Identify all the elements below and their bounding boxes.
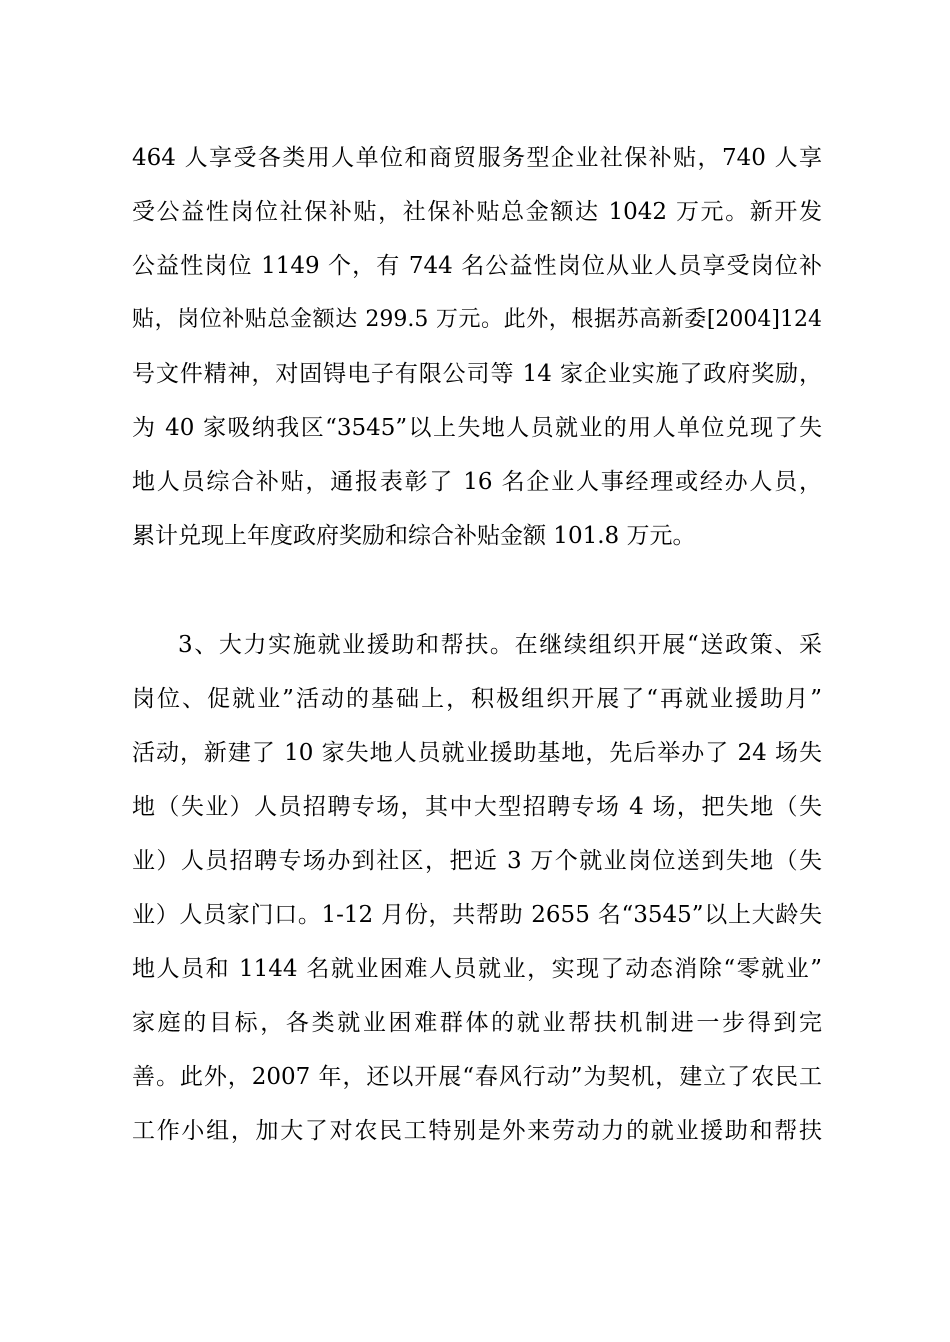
text-line: 地（失业）人员招聘专场，其中大型招聘专场 4 场，把失地（失 (132, 794, 822, 820)
text-line: 464 人享受各类用人单位和商贸服务型企业社保补贴，740 人享 (132, 145, 822, 171)
text-line: 善。此外，2007 年，还以开展“春风行动”为契机，建立了农民工 (132, 1064, 822, 1090)
text-line: 号文件精神，对固锝电子有限公司等 14 家企业实施了政府奖励， (132, 361, 822, 387)
text-line: 地人员和 1144 名就业困难人员就业，实现了动态消除“零就业” (132, 956, 822, 982)
text-line: 家庭的目标，各类就业困难群体的就业帮扶机制进一步得到完 (132, 1010, 822, 1036)
text-line: 为 40 家吸纳我区“3545”以上失地人员就业的用人单位兑现了失 (132, 415, 822, 441)
text-line: 活动，新建了 10 家失地人员就业援助基地，先后举办了 24 场失 (132, 740, 822, 766)
text-line: 受公益性岗位社保补贴，社保补贴总金额达 1042 万元。新开发 (132, 199, 822, 225)
text-line: 贴，岗位补贴总金额达 299.5 万元。此外，根据苏高新委[2004]124 (132, 307, 822, 332)
text-line: 业）人员家门口。1-12 月份，共帮助 2655 名“3545”以上大龄失 (132, 902, 822, 928)
text-line: 公益性岗位 1149 个，有 744 名公益性岗位从业人员享受岗位补 (132, 253, 822, 279)
text-line: 业）人员招聘专场办到社区，把近 3 万个就业岗位送到失地（失 (132, 848, 822, 874)
text-line: 岗位、促就业”活动的基础上，积极组织开展了“再就业援助月” (132, 686, 822, 712)
text-line: 累计兑现上年度政府奖励和综合补贴金额 101.8 万元。 (132, 523, 696, 549)
text-line: 工作小组，加大了对农民工特别是外来劳动力的就业援助和帮扶 (132, 1118, 822, 1144)
text-line: 地人员综合补贴，通报表彰了 16 名企业人事经理或经办人员， (132, 469, 822, 495)
text-line: 3、大力实施就业援助和帮扶。在继续组织开展“送政策、采 (178, 632, 822, 658)
